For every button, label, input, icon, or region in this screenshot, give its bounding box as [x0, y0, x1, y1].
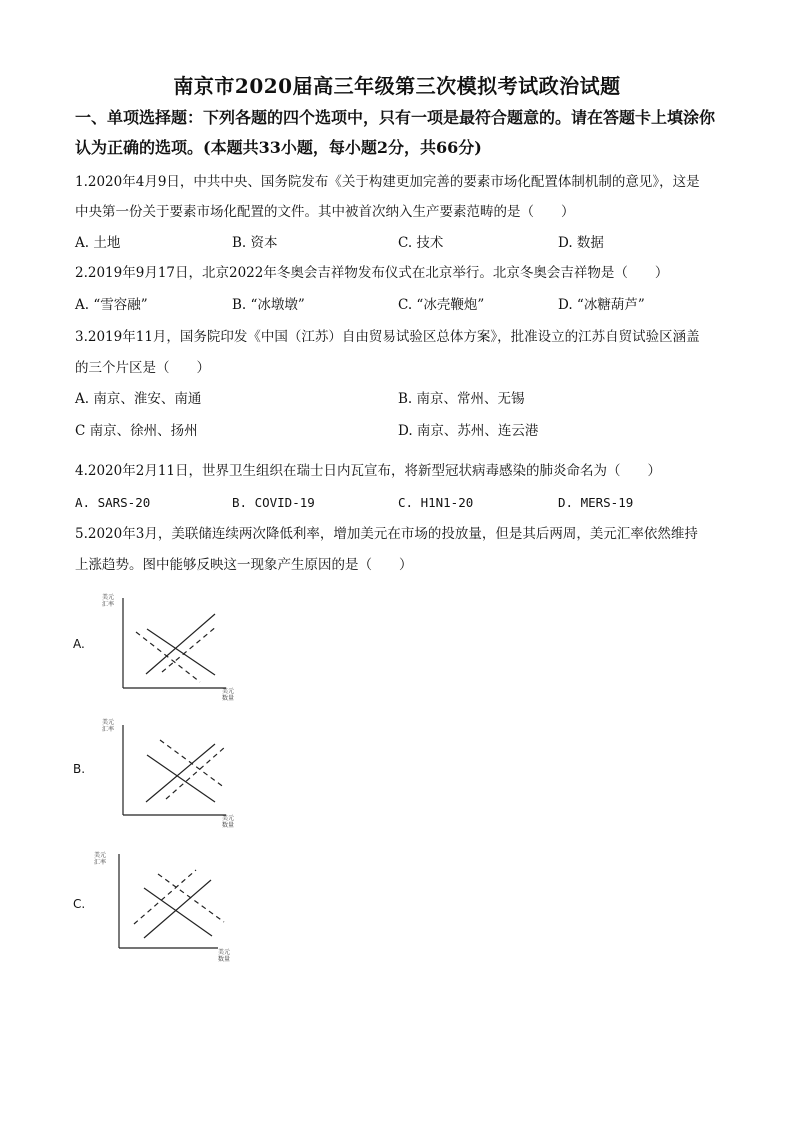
question-1-option-d: D. 数据 [558, 235, 604, 251]
section-heading-line1: 一、单项选择题：下列各题的四个选项中，只有一项是最符合题意的。请在答题卡上填涂你 [75, 108, 716, 127]
question-3-option-c: C 南京、徐州、扬州 [75, 423, 198, 439]
question-2-option-a: A. “雪容融” [75, 297, 148, 313]
page-title: 南京市2020届高三年级第三次模拟考试政治试题 [173, 74, 621, 98]
chart-c [94, 850, 244, 965]
question-4-option-c: C. H1N1-20 [398, 495, 474, 510]
question-3-option-a: A. 南京、淮安、南通 [75, 391, 202, 407]
chart-a-shifted-supply-line [162, 626, 217, 672]
question-3-line1: 3.2019年11月，国务院印发《中国（江苏）自由贸易试验区总体方案》，批准设立的江苏自贸试验区涵盖 [75, 329, 700, 345]
question-2-option-b: B. “冰墩墩” [232, 297, 305, 313]
question-1-option-b: B. 资本 [232, 235, 278, 251]
question-4-option-d: D. MERS-19 [558, 495, 634, 510]
chart-a-label: A. [73, 637, 85, 651]
chart-c-label: C. [73, 897, 86, 911]
question-1-line1: 1.2020年4月9日，中共中央、国务院发布《关于构建更加完善的要素市场化配置体制机制的意见》，这是 [75, 174, 700, 190]
chart-b-x-axis-label-2: 数量 [222, 822, 235, 829]
question-2-option-c: C. “冰壳鞭炮” [398, 297, 485, 313]
question-3-option-b: B. 南京、常州、无锡 [398, 391, 525, 407]
chart-a-supply-line [146, 614, 215, 674]
chart-c-y-axis-label-1: 美元 [94, 852, 107, 859]
chart-a-y-axis-label-1: 美元 [102, 594, 115, 601]
question-3-option-d: D. 南京、苏州、连云港 [398, 423, 539, 439]
chart-b-y-axis-label-1: 美元 [102, 719, 115, 726]
question-5-line2: 上涨趋势。图中能够反映这一现象产生原因的是（ ） [75, 557, 413, 573]
question-2-line1: 2.2019年9月17日，北京2022年冬奥会吉祥物发布仪式在北京举行。北京冬奥会吉祥物是（ ） [75, 265, 669, 281]
question-3-line2: 的三个片区是（ ） [75, 360, 210, 376]
chart-b [98, 717, 248, 829]
chart-b-demand-line [147, 755, 215, 802]
chart-a-shifted-demand-line [136, 632, 200, 682]
chart-b-label: B. [73, 762, 86, 776]
question-1-option-a: A. 土地 [75, 235, 121, 251]
chart-b-y-axis-label-2: 汇率 [102, 726, 115, 733]
chart-b-x-axis-label-1: 美元 [222, 815, 235, 822]
chart-c-shifted-demand-line [158, 874, 224, 922]
question-4-option-a: A. SARS-20 [75, 495, 151, 510]
chart-c-shifted-supply-line [134, 870, 196, 924]
chart-b-svg [98, 717, 248, 829]
chart-c-y-axis-label-2: 汇率 [94, 859, 107, 866]
chart-a-x-axis-label-2: 数量 [222, 695, 235, 702]
chart-b-shifted-demand-line [160, 740, 225, 788]
chart-a [98, 592, 248, 702]
question-1-line2: 中央第一份关于要素市场化配置的文件。其中被首次纳入生产要素范畴的是（ ） [75, 204, 575, 220]
question-2-option-d: D. “冰糖葫芦” [558, 297, 645, 313]
section-heading-line2: 认为正确的选项。(本题共33小题，每小题2分，共66分) [75, 138, 482, 157]
chart-a-svg [98, 592, 248, 702]
question-4-line1: 4.2020年2月11日，世界卫生组织在瑞士日内瓦宣布，将新型冠状病毒感染的肺炎命名为（ ） [75, 463, 662, 479]
chart-b-shifted-supply-line [166, 747, 225, 799]
chart-c-svg [94, 850, 244, 965]
question-4-option-b: B. COVID-19 [232, 495, 315, 510]
chart-a-x-axis-label-1: 美元 [222, 688, 235, 695]
question-1-option-c: C. 技术 [398, 235, 444, 251]
chart-c-x-axis-label-1: 美元 [218, 949, 231, 956]
chart-c-supply-line [144, 880, 211, 938]
question-5-line1: 5.2020年3月，美联储连续两次降低利率，增加美元在市场的投放量，但是其后两周，美元汇率依然维持 [75, 526, 698, 542]
chart-a-y-axis-label-2: 汇率 [102, 601, 115, 608]
chart-c-x-axis-label-2: 数量 [218, 956, 231, 963]
